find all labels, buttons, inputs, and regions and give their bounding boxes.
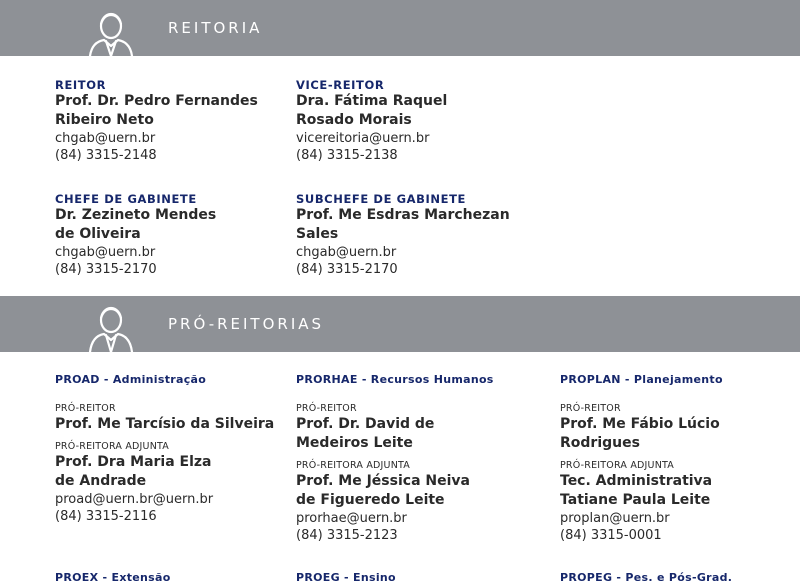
email: chgab@uern.br (55, 245, 156, 260)
role-label: PRÓ-REITORA ADJUNTA (296, 460, 410, 471)
phone: (84) 3315-2138 (296, 148, 398, 163)
email: proad@uern.br@uern.br (55, 492, 214, 507)
department-title-partial: PROEX - Extensão (55, 571, 171, 584)
person-icon (84, 306, 138, 352)
person-name: Ribeiro Neto (55, 112, 154, 128)
prorhae-block (296, 373, 536, 544)
person-name: Prof. Dr. Pedro Fernandes (55, 93, 258, 109)
person-name: Sales (296, 226, 339, 242)
department-title-partial: PROPEG - Pes. e Pós-Grad. (560, 571, 733, 584)
person-name: Dra. Fátima Raquel (296, 93, 448, 109)
proplan-block (560, 373, 795, 544)
phone: (84) 3315-2170 (55, 262, 157, 277)
department-title: PRORHAE - Recursos Humanos (296, 373, 494, 386)
person-name: de Andrade (55, 473, 147, 489)
person-name: Prof. Dr. David de (296, 416, 435, 432)
role-label: REITOR (55, 78, 107, 92)
phone: (84) 3315-2148 (55, 148, 157, 163)
person-name: Medeiros Leite (296, 435, 413, 451)
reitoria-header-band (0, 0, 800, 56)
person-name: Tec. Administrativa (560, 473, 713, 489)
subchefe-gabinete-block (296, 192, 510, 278)
person-name: Rodrigues (560, 435, 640, 451)
role-label: PRÓ-REITORA ADJUNTA (560, 460, 674, 471)
phone: (84) 3315-2170 (296, 262, 398, 277)
role-label: CHEFE DE GABINETE (55, 192, 197, 206)
person-name: Prof. Me Jéssica Neiva (296, 473, 470, 489)
department-title-partial: PROEG - Ensino (296, 571, 396, 584)
email: prorhae@uern.br (296, 511, 407, 526)
department-title: PROAD - Administração (55, 373, 207, 386)
person-name: Prof. Me Esdras Marchezan (296, 207, 510, 223)
person-name: Prof. Me Tarcísio da Silveira (55, 416, 275, 432)
role-label: VICE-REITOR (296, 78, 385, 92)
person-name: Dr. Zezineto Mendes (55, 207, 217, 223)
email: chgab@uern.br (296, 245, 397, 260)
department-title: PROPLAN - Planejamento (560, 373, 723, 386)
chefe-gabinete-block (55, 192, 216, 278)
person-name: Tatiane Paula Leite (560, 492, 711, 508)
person-name: Rosado Morais (296, 112, 412, 128)
reitor-block (55, 78, 258, 164)
phone: (84) 3315-2116 (55, 509, 157, 524)
role-label: PRÓ-REITOR (55, 403, 116, 414)
section-title-pro-reitorias: PRÓ-REITORIAS (168, 315, 325, 333)
person-name: Prof. Dra Maria Elza (55, 454, 212, 470)
role-label: PRÓ-REITORA ADJUNTA (55, 441, 169, 452)
phone: (84) 3315-0001 (560, 528, 662, 543)
email: vicereitoria@uern.br (296, 131, 430, 146)
proad-block (55, 373, 290, 525)
email: proplan@uern.br (560, 511, 670, 526)
email: chgab@uern.br (55, 131, 156, 146)
pro-reitorias-header-band (0, 296, 800, 352)
role-label: PRÓ-REITOR (560, 403, 621, 414)
section-title-reitoria: REITORIA (168, 19, 263, 37)
phone: (84) 3315-2123 (296, 528, 398, 543)
role-label: SUBCHEFE DE GABINETE (296, 192, 466, 206)
person-icon (84, 12, 138, 56)
person-name: de Oliveira (55, 226, 141, 242)
person-name: Prof. Me Fábio Lúcio (560, 416, 720, 432)
role-label: PRÓ-REITOR (296, 403, 357, 414)
vice-reitor-block (296, 78, 447, 164)
person-name: de Figueredo Leite (296, 492, 445, 508)
